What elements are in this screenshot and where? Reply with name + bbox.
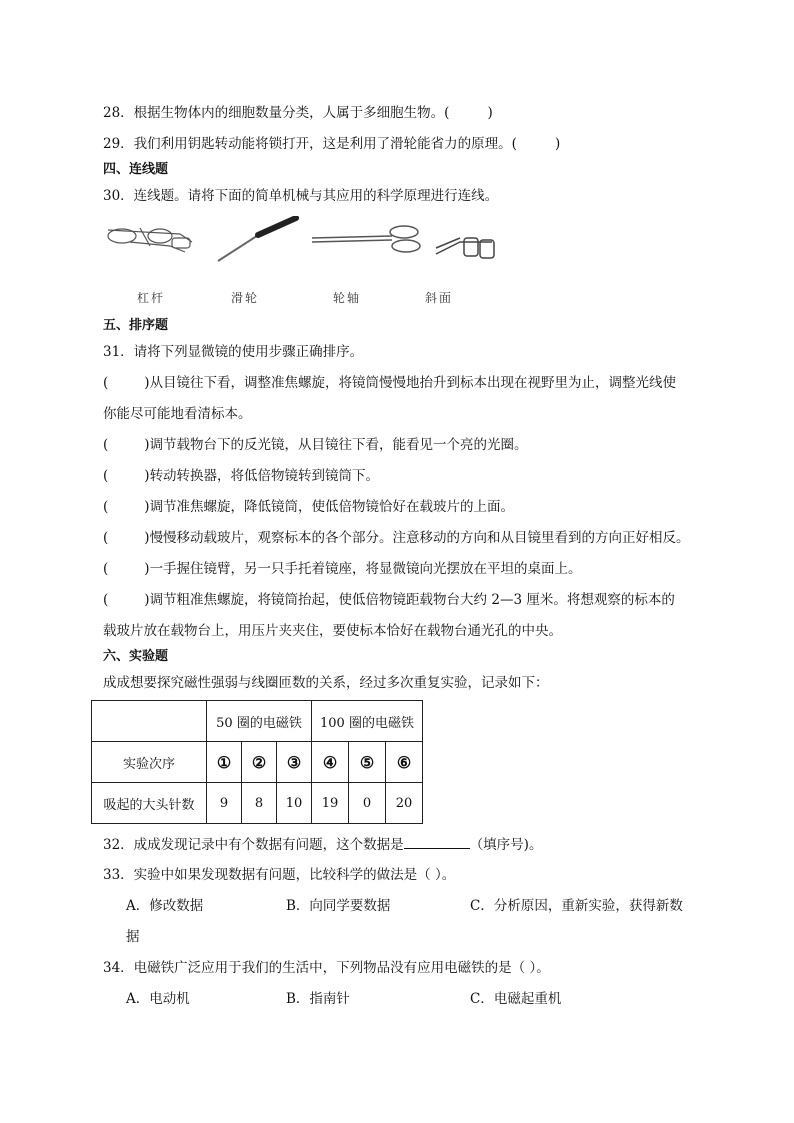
row-label-order: 实验次序 <box>92 742 207 783</box>
question-29-text: 29．我们利用钥匙转动能将锁打开，这是利用了滑轮能省力的原理。( <box>103 136 517 152</box>
question-34: 34．电磁铁广泛应用于我们的生活中，下列物品没有应用电磁铁的是（ ）。 <box>103 960 550 976</box>
question-31: 31．请将下列显微镜的使用步骤正确排序。 <box>103 344 364 360</box>
table-cell: 19 <box>312 783 349 824</box>
q34-option-a[interactable]: A．电动机 <box>126 991 190 1007</box>
step-item: ( )从目镜往下看，调整准焦螺旋，将镜筒慢慢地抬升到标本出现在视野里为止，调整光线使 <box>103 375 677 391</box>
table-row <box>92 701 423 742</box>
label-lever: 杠杆 <box>137 291 166 305</box>
table-header-50: 50 圈的电磁铁 <box>207 701 312 742</box>
table-header-100: 100 圈的电磁铁 <box>312 701 423 742</box>
step-item: ( )调节载物台下的反光镜，从目镜往下看，能看见一个亮的光圈。 <box>103 437 528 453</box>
answer-paren-close: ) <box>554 136 561 152</box>
table-cell: ① <box>207 742 242 783</box>
table-cell: ④ <box>312 742 349 783</box>
table-cell: ⑤ <box>349 742 386 783</box>
row-label-pins: 吸起的大头针数 <box>92 783 207 824</box>
question-32-tail: （填序号)。 <box>469 837 543 853</box>
question-32 <box>103 834 542 855</box>
question-33: 33．实验中如果发现数据有问题，比较科学的做法是（ ）。 <box>103 867 456 883</box>
question-29 <box>103 134 560 154</box>
pliers-icon <box>436 238 494 258</box>
question-28-text: 28．根据生物体内的细胞数量分类，人属于多细胞生物。( <box>103 105 450 121</box>
experiment-table <box>91 700 423 824</box>
table-cell: 8 <box>242 783 277 824</box>
q33-option-a[interactable]: A．修改数据 <box>126 898 204 914</box>
question-32-text: 32．成成发现记录中有个数据有问题，这个数据是 <box>103 837 404 853</box>
table-cell: 0 <box>349 783 386 824</box>
table-cell: ⑥ <box>386 742 423 783</box>
step-item: ( )调节粗准焦螺旋，将镜筒抬起，使低倍物镜距载物台大约 2—3 厘米。将想观察的标本的 <box>103 592 675 608</box>
q34-option-c[interactable]: C．电磁起重机 <box>470 991 562 1007</box>
table-row <box>92 742 423 783</box>
table-cell: 10 <box>277 783 312 824</box>
scissors-icon <box>312 226 420 252</box>
step-item: ( )一手握住镜臂，另一只手托着镜座，将显微镜向光摆放在平坦的桌面上。 <box>103 561 582 577</box>
question-28 <box>103 103 493 123</box>
step-item: ( )慢慢移动载玻片，观察标本的各个部分。注意移动的方向和从目镜里看到的方向正好相反。 <box>103 530 690 546</box>
label-wheel-axle: 轮轴 <box>333 291 362 305</box>
table-cell: 9 <box>207 783 242 824</box>
machine-images <box>100 216 500 266</box>
section-6-heading: 六、实验题 <box>103 649 169 664</box>
question-30: 30．连线题。请将下面的简单机械与其应用的科学原理进行连线。 <box>103 188 499 204</box>
q34-option-b[interactable]: B．指南针 <box>286 991 350 1007</box>
step-item: ( )调节准焦螺旋，降低镜筒，使低倍物镜恰好在载玻片的上面。 <box>103 499 515 515</box>
table-cell: ③ <box>277 742 312 783</box>
table-cell: ② <box>242 742 277 783</box>
section-4-heading: 四、连线题 <box>103 162 169 177</box>
screwdriver-icon <box>218 218 296 261</box>
experiment-intro: 成成想要探究磁性强弱与线圈匝数的关系，经过多次重复实验，记录如下： <box>103 675 549 691</box>
label-incline: 斜面 <box>425 291 454 305</box>
table-row <box>92 783 423 824</box>
step-item-cont: 你能尽可能地看清标本。 <box>103 406 252 422</box>
label-pulley: 滑轮 <box>231 291 260 305</box>
step-item: ( )转动转换器，将低倍物镜转到镜筒下。 <box>103 468 380 484</box>
q33-option-b[interactable]: B．向同学要数据 <box>286 898 391 914</box>
q33-option-c-cont: 据 <box>126 929 140 945</box>
answer-blank[interactable] <box>404 834 470 849</box>
step-item-cont: 载玻片放在载物台上，用压片夹夹住，要使标本恰好在载物台通光孔的中央。 <box>103 623 562 639</box>
table-cell: 20 <box>386 783 423 824</box>
table-cell <box>92 701 207 742</box>
answer-paren-close: ) <box>487 105 493 121</box>
section-5-heading: 五、排序题 <box>103 318 169 333</box>
bike-icon <box>108 228 192 252</box>
q33-option-c[interactable]: C．分析原因，重新实验，获得新数 <box>470 898 683 914</box>
